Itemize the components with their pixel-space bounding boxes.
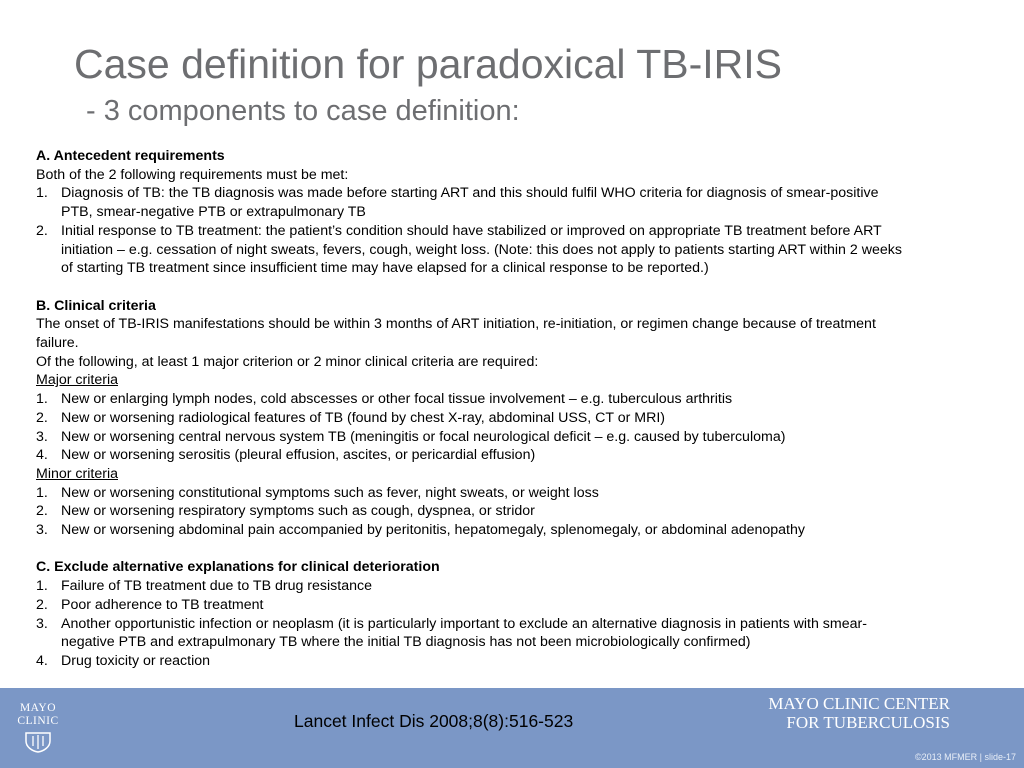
section-b-intro: failure.	[36, 335, 79, 352]
item-number: 1.	[36, 484, 48, 501]
section-b-heading: B. Clinical criteria	[36, 297, 156, 314]
list-item	[36, 596, 1008, 615]
item-number: 3.	[36, 615, 48, 632]
item-text: New or worsening central nervous system TB (meningitis or focal neurological deficit – e.g. caused by tuberculoma)	[61, 428, 786, 445]
section-a-intro: Both of the 2 following requirements must be met:	[36, 166, 349, 183]
citation-text: Lancet Infect Dis 2008;8(8):516-523	[294, 711, 574, 731]
item-number: 4.	[36, 652, 48, 669]
item-text: of starting TB treatment since insufficient time may have elapsed for a clinical response to be reported.)	[61, 260, 709, 277]
item-text: Poor adherence to TB treatment	[61, 596, 264, 613]
item-number: 1.	[36, 185, 48, 202]
item-text: PTB, smear-negative PTB or extrapulmonary TB	[61, 204, 366, 221]
item-number: 3.	[36, 428, 48, 445]
item-number: 1.	[36, 578, 48, 595]
item-text: New or worsening serositis (pleural effusion, ascites, or pericardial effusion)	[61, 447, 536, 464]
list-item	[36, 484, 1008, 503]
item-text: Initial response to TB treatment: the patient’s condition should have stabilized or improved on appropriate TB treatment before ART	[61, 222, 882, 239]
item-text: Drug toxicity or reaction	[61, 652, 211, 669]
list-item	[36, 222, 1008, 278]
item-text: Diagnosis of TB: the TB diagnosis was made before starting ART and this should fulfil WHO criteria for diagnosis of smear-positive	[61, 185, 879, 202]
list-item	[36, 390, 1008, 409]
list-item	[36, 577, 1008, 596]
spacer	[36, 278, 1008, 297]
section-b-intro: The onset of TB-IRIS manifestations should be within 3 months of ART initiation, re-initiation, or regimen change because of treatment	[36, 316, 876, 333]
slide-title: Case definition for paradoxical TB-IRIS	[74, 41, 782, 87]
item-number: 2.	[36, 596, 48, 613]
list-item	[36, 521, 1008, 540]
item-number: 1.	[36, 391, 48, 408]
list-item	[36, 615, 1008, 652]
item-text: New or worsening respiratory symptoms such as cough, dyspnea, or stridor	[61, 503, 535, 520]
item-number: 3.	[36, 522, 48, 539]
section-c-heading: C. Exclude alternative explanations for clinical deterioration	[36, 559, 440, 576]
list-item	[36, 409, 1008, 428]
item-text: Failure of TB treatment due to TB drug resistance	[61, 578, 372, 595]
spacer	[36, 540, 1008, 559]
shield-icon	[23, 731, 53, 753]
item-text: New or worsening constitutional symptoms such as fever, night sweats, or weight loss	[61, 484, 599, 501]
logo-word-clinic: CLINIC	[17, 715, 59, 727]
item-number: 4.	[36, 447, 48, 464]
list-item	[36, 652, 1008, 671]
item-number: 2.	[36, 222, 48, 239]
slide-copyright: ©2013 MFMER | slide-17	[914, 752, 1016, 762]
item-number: 2.	[36, 503, 48, 520]
logo-word-mayo: MAYO	[19, 702, 57, 714]
item-text: New or worsening radiological features of TB (found by chest X-ray, abdominal USS, CT or MRI)	[61, 409, 666, 426]
slide-body	[36, 147, 1008, 671]
list-item	[36, 502, 1008, 521]
tb-center-line: FOR TUBERCULOSIS	[786, 713, 950, 732]
list-item	[36, 184, 1008, 221]
section-b-intro: Of the following, at least 1 major criterion or 2 minor clinical criteria are required:	[36, 353, 539, 370]
section-a-heading: A. Antecedent requirements	[36, 148, 225, 164]
item-number: 2.	[36, 409, 48, 426]
slide-subtitle: - 3 components to case definition:	[86, 95, 520, 127]
item-text: Another opportunistic infection or neoplasm (it is particularly important to exclude an alternative diagnosis in patients with smear-	[61, 615, 867, 632]
tb-center-label	[768, 694, 950, 732]
item-text: negative PTB and extrapulmonary TB where the initial TB diagnosis has not been microbiologically confirmed)	[61, 634, 751, 651]
minor-criteria-heading: Minor criteria	[36, 465, 118, 482]
item-text: New or enlarging lymph nodes, cold abscesses or other focal tissue involvement – e.g. tuberculous arthritis	[61, 391, 733, 408]
list-item	[36, 428, 1008, 447]
item-text: initiation – e.g. cessation of night sweats, fevers, cough, weight loss. (Note: this does not apply to patients starting ART within 2 weeks	[61, 241, 902, 258]
list-item	[36, 446, 1008, 465]
item-text: New or worsening abdominal pain accompanied by peritonitis, hepatomegaly, splenomegaly, or abdominal adenopathy	[61, 522, 805, 539]
major-criteria-heading: Major criteria	[36, 372, 118, 389]
tb-center-line: MAYO CLINIC CENTER	[768, 694, 950, 713]
mayo-clinic-logo	[12, 702, 64, 762]
